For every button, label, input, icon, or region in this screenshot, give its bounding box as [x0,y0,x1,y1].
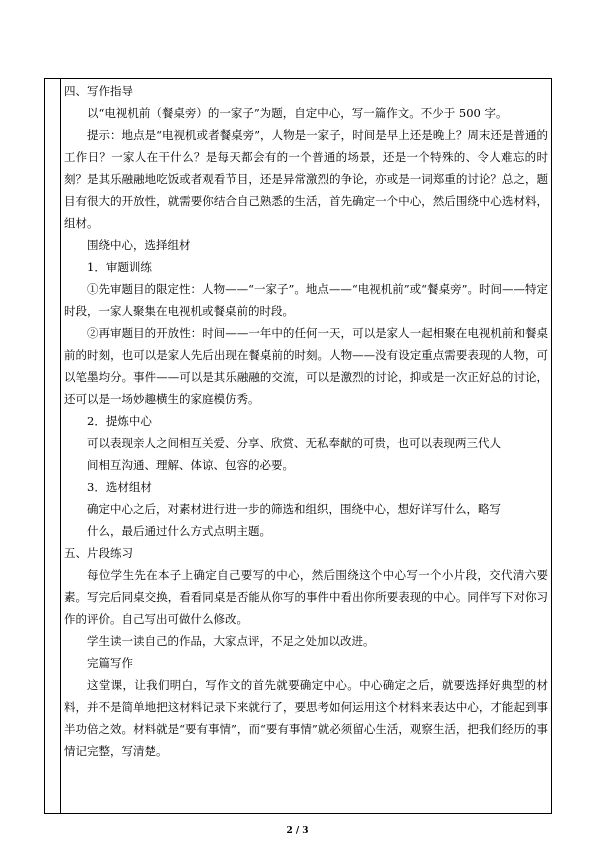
step-3-title: 3．选材组材 [87,480,152,494]
writing-hint: 提示：地点是“电视机或者餐桌旁”，人物是一家子，时间是早上还是晚上？周末还是普通的工作日？一家人在干什么？是每天都会有的一个普通的场景，还是一个特殊的、令人难忘的时刻？是其乐融融地吃饭或者观看节目，还是异常激烈的争论，亦或是一词郑重的讨论？总之，题目有很大的开放性，就需要你结合自己熟悉的生活，首先确定一个中心，然后围绕中心选材料，组材。 [64,128,548,230]
practice-review: 学生读一读自己的作品，大家点评，不足之处加以改进。 [87,634,375,648]
step-1-limit: ①先审题目的限定性：人物——“一家子”。地点——“电视机前”或“餐桌旁”。时间——特定时段，一家人聚集在电视机或餐桌前的时段。 [64,282,548,318]
page-number: 2 / 3 [286,826,309,836]
subheading-select-material: 围绕中心，选择组材 [87,238,191,252]
practice-instructions: 每位学生先在本子上确定自己要写的中心，然后围绕这个中心写一个小片段，交代清六要素。写完后同桌交换，看看同桌是否能从你写的事件中看出你所要表现的中心。同伴写下对你习作的评价。自己写出可做什么修改。 [64,568,548,626]
step-1-openness: ②再审题目的开放性：时间——一年中的任何一天，可以是家人一起相聚在电视机前和餐桌前的时刻，也可以是家人先后出现在餐桌前的时刻。人物——没有设定重点需要表现的人物，可以笔墨均分。事件——可以是其乐融融的交流，可以是激烈的讨论，抑或是一次正好总的讨论，还可以是一场妙趣横生的家庭模仿秀。 [64,326,548,406]
summary-paragraph: 这堂课，让我们明白，写作文的首先就要确定中心。中心确定之后，就要选择好典型的材料，并不是简单地把这材料记录下来就行了，要思考如何运用这个材料来表达中心，才能起到事半功倍之效。材料就是“要有事情”，而“要有事情”就必须留心生活，观察生活，把我们经历的事情记完整，写清楚。 [64,678,548,758]
step-2-line-1: 可以表现亲人之间相互关爱、分享、欣赏、无私奉献的可贵，也可以表现两三代人 [87,436,501,450]
step-2-line-2: 间相互沟通、理解、体谅、包容的必要。 [87,458,294,472]
column-divider [60,78,61,814]
section-5-heading: 五、片段练习 [64,546,133,560]
step-2-title: 2．提炼中心 [87,414,152,428]
step-3-line-1: 确定中心之后，对素材进行进一步的筛选和组织，围绕中心，想好详写什么，略写 [87,502,501,516]
step-1-title: 1．审题训练 [87,260,152,274]
writing-task: 以“电视机前（餐桌旁）的一家子”为题，自定中心，写一篇作文。不少于 500 字。 [87,106,508,120]
section-4-heading: 四、写作指导 [64,84,133,98]
subheading-full-essay: 完篇写作 [87,656,133,670]
step-3-line-2: 什么，最后通过什么方式点明主题。 [87,524,271,538]
content-cell [64,80,548,762]
